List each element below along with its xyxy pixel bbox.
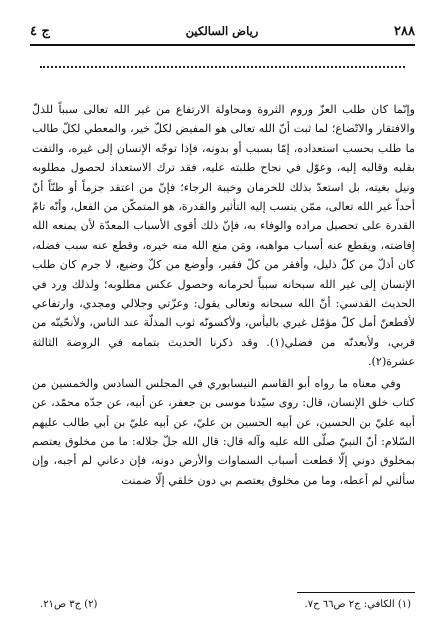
running-title: رياض السالكين: [185, 24, 259, 38]
page-number: ٢٨٨: [394, 23, 415, 39]
volume-label: ج ٤: [30, 23, 50, 39]
footnotes: [40, 599, 411, 617]
footnote-rule: [297, 592, 415, 593]
page-header: [30, 20, 415, 42]
dotted-separator: [40, 58, 405, 68]
footnote-1: (١) الكافي: ج٢ ص٦٦ ح٧.: [304, 599, 411, 610]
header-rule: [30, 44, 415, 46]
paragraph: وإنّما كان طلب العزّ وروم الثروة ومحاولة الارتفاع من غير الله تعالى سبباً للذلّ والافتقار والاتّضاع؛ لما ثبت أنّ الله تعالى هو المفيض لكلّ خير، والمعطي لكلّ طالب ما طلب بحسب استعداده، إمّا بسبب أو بدونه، فإذا توجّه الإنسان إلى غيره، والتفت بقلبه وقالبه إليه، وعوّل في نجاح طلبته عليه، فقد ترك الاستعداد لحصول مطلوبه ونيل بغيته، بل استعدّ بذلك للحرمان وخيبة الرجاء؛ فإنّ من اعتقد جزماً أو ظنّاً أنّ أحداً غير الله تعالى، ممّن ينسب إليه التأثير والقدرة، هو المتمكّن من الفعل، وأنّه تامّ القدرة على تحصيل مراده والوفاء به، فإنّ ذلك أقوى الأسباب المعدّة لأن يمنعه الله إفاضته، ويقطع عنه أسباب مواهبه، ومَن منع الله منه خيره، وقطع عنه سبب فضله، كان أذلّ من كلّ ذليل، وأفقر من كلّ فقير، وأوضع من كلّ وضيع، لا جرم كان طلب الإنسان إلى غير الله سبحانه سبباً لحرمانه وحصول عكس مطلوبه؛ ولذلك ورد في الحديث القدسي: أنّ الله سبحانه وتعالى يقول: وعزّتي وجلالي ومجدي، وارتفاعي لأقطعنّ أمل كلّ مؤمّل غيري باليأس، ولأكسونّه ثوب المذلّة عند الناس، ولأنحّينّه من قربي، ولأبعدنّه من فضلي(١). وقد ذكرنا الحديث بتمامه في الروضة الثالثة عشرة(٢).: [32, 103, 415, 369]
footnote-2: (٢) ج٣ ص٢١.: [40, 599, 98, 610]
paragraph: وفي معناه ما رواه أبو القاسم النيسابوري في المجلس السادس والخمسين من كتاب خلق الإنسان، قال: روى سيّدنا موسى بن جعفر، عن أبيه، عن جدّه محمّد، عن أبيه عليّ بن الحسين، عن أبيه الحسين بن عليّ، عن أبيه عليّ بن أبي طالب عليهم السّلام: أنّ النبيّ صلّى الله عليه وآله قال: قال الله جلّ جلاله: ما من مخلوق يعتصم بمخلوق دوني إلّا قطعت أسباب السماوات والأرض دونه، فإن دعاني لم أجبه، وإن سألني لم أعطه، وما من مخلوق يعتصم بي دون خلقي إلّا ضمنت: [32, 376, 415, 487]
body-text: [32, 100, 415, 490]
